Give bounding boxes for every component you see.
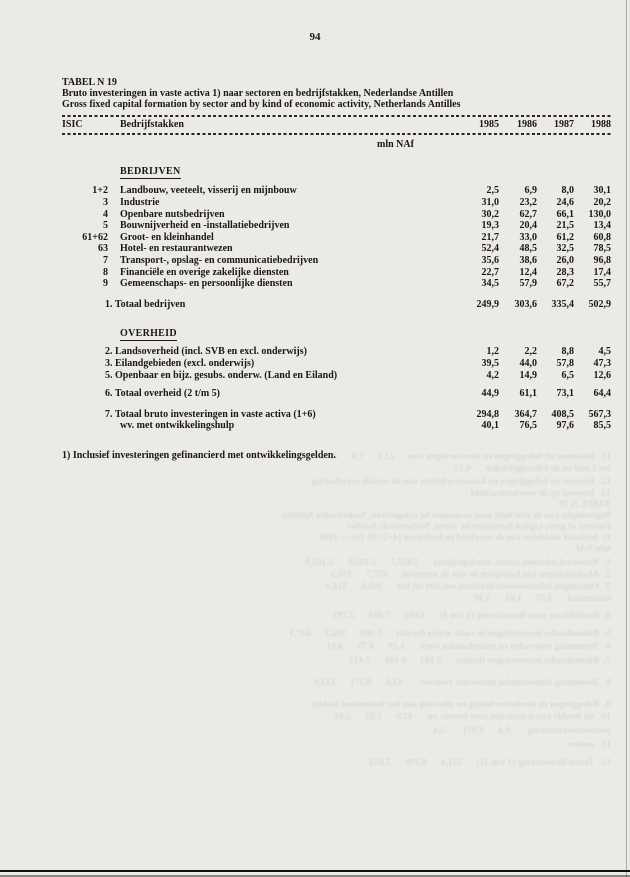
value-1987: 335,4 — [551, 298, 574, 310]
value-1986: 61,1 — [519, 388, 537, 400]
footnote: 1) Inclusief investeringen gefinancierd met ontwikkelingsgelden. — [62, 449, 336, 461]
table-row-grand-total — [62, 409, 611, 421]
bleedthrough-text: 11. Inkomen uit beleggingen en investeringen van 22,3 7,0 4,5 — [325, 452, 611, 462]
table-row — [62, 243, 611, 255]
value-1988: 12,6 — [593, 369, 611, 381]
page-number: 94 — [309, 31, 321, 43]
table-label: TABEL N 19 — [62, 77, 117, 88]
value-1986: 6,9 — [524, 185, 537, 197]
value-1988: 55,7 — [593, 278, 611, 290]
value-1987: 8,0 — [561, 185, 574, 197]
bleedthrough-text: 12. Totaal financiering (1 t/m 11) 531,4 8,290 7,853 — [369, 758, 611, 768]
value-1985: 40,1 — [481, 420, 499, 432]
bleedthrough-text: Finance of gross capital formation by sector, Netherlands Antilles — [346, 522, 611, 532]
value-1985: 35,6 — [481, 254, 499, 266]
label-cell: 6. Totaal overheid (2 t/m 5) — [105, 388, 220, 400]
column-header-isic: ISIC — [62, 119, 83, 131]
table-body-overheid — [62, 346, 611, 432]
value-1986: 14,9 — [519, 369, 537, 381]
isic-cell: 61+62 — [82, 231, 108, 243]
value-1985: 39,5 — [481, 357, 499, 369]
value-1988: 60,8 — [593, 231, 611, 243]
unit-label: mln NAf — [377, 139, 414, 151]
value-1985: 294,8 — [476, 408, 499, 420]
bleedthrough-text: TABEL N 18 — [558, 500, 611, 510]
table-row — [62, 209, 611, 221]
isic-cell — [62, 388, 108, 400]
value-1987: 97,6 — [556, 420, 574, 432]
value-1988: 47,3 — [593, 357, 611, 369]
value-1987: 57,8 — [556, 357, 574, 369]
bleedthrough-text: mln NAf — [575, 544, 611, 554]
label-cell: 3. Eilandgebieden (excl. onderwijs) — [105, 357, 255, 369]
value-1986: 44,0 — [519, 357, 537, 369]
value-1986: 23,2 — [519, 196, 537, 208]
bleedthrough-text: pensioenverzekering -9,4 0,971 -3,4 — [433, 726, 611, 736]
bleedthrough-text: 12. Interest op beleggingen en kasoverschotten van de sociale verzekering — [311, 477, 611, 487]
table-row — [62, 220, 611, 232]
value-1986: 303,6 — [514, 298, 537, 310]
table-row — [62, 346, 611, 358]
title-english: Gross fixed capital formation by sector and by kind of economic activity, Netherlands Antilles — [62, 98, 461, 110]
bleedthrough-text: 10. uit hoofde van transacties voor levens- en 42,9 1,85 2,03 — [334, 712, 611, 722]
section-heading-overheid: OVERHEID — [120, 328, 177, 340]
value-1986: 2,2 — [524, 346, 537, 358]
isic-cell — [62, 409, 108, 421]
label-cell: Financiële en overige zakelijke diensten — [120, 266, 289, 278]
value-1988: 13,4 — [593, 220, 611, 232]
value-1987: 61,2 — [556, 231, 574, 243]
table-row-total-bedrijven — [62, 299, 611, 311]
bleedthrough-text: 11. andere — [567, 740, 611, 750]
dashed-rule-bottom — [62, 133, 611, 135]
value-1988: 567,3 — [588, 408, 611, 420]
column-header-1987: 1987 — [554, 119, 574, 131]
table-row — [62, 370, 611, 382]
table-row — [62, 278, 611, 290]
column-header-1985: 1985 — [479, 119, 499, 131]
isic-cell — [62, 299, 108, 311]
value-1988: 17,4 — [593, 266, 611, 278]
bleedthrough-text: buitenland 3,57 1,65 3,38 — [474, 594, 611, 604]
table-row — [62, 255, 611, 267]
value-1988: 85,5 — [593, 420, 611, 432]
table-header-row — [62, 117, 611, 133]
table-row — [62, 267, 611, 279]
isic-cell — [62, 346, 108, 358]
label-cell: 1. Totaal bedrijven — [105, 298, 186, 310]
bleedthrough-text: 3. Ontvangen inkomensoverdrachten om niet uit het 393,0 314,4 — [326, 582, 611, 592]
value-1986: 20,4 — [519, 220, 537, 232]
isic-cell: 4 — [103, 208, 108, 220]
value-1986: 62,7 — [519, 208, 537, 220]
label-cell: Industrie — [120, 196, 160, 208]
value-1985: 34,5 — [481, 278, 499, 290]
value-1985: 4,2 — [486, 369, 499, 381]
bleedthrough-text: 2. Afschrijvingen van bedrijven en van de overheid 527,7 533,3 — [331, 570, 611, 580]
column-header-1986: 1986 — [517, 119, 537, 131]
isic-cell: 5 — [103, 220, 108, 232]
label-cell: Transport-, opslag- en communicatiebedrijven — [120, 254, 319, 266]
bleedthrough-text: 5. Binnenlandse investeringen in vaste activa (bruto) 7.306 594,3 647,3 — [289, 629, 611, 639]
value-1988: 64,4 — [593, 388, 611, 400]
scan-edge-right — [626, 0, 627, 877]
label-cell: Bouwnijverheid en -installatiebedrijven — [120, 220, 290, 232]
value-1986: 33,0 — [519, 231, 537, 243]
value-1987: 32,5 — [556, 243, 574, 255]
value-1988: 20,2 — [593, 196, 611, 208]
section-heading-bedrijven: BEDRIJVEN — [120, 166, 181, 178]
isic-cell: 3 — [103, 196, 108, 208]
value-1986: 57,9 — [519, 278, 537, 290]
isic-cell — [62, 420, 108, 432]
bleedthrough-text: 7. Binnenlandse investeringen (bruto) 5.193 6.180 7.415 — [349, 656, 611, 666]
label-cell: Groot- en kleinhandel — [120, 231, 214, 243]
label-cell: Openbare nutsbedrijven — [120, 208, 225, 220]
label-cell: Landbouw, veeteelt, visserij en mijnbouw — [120, 185, 297, 197]
table-row — [62, 185, 611, 197]
value-1985: 30,2 — [481, 208, 499, 220]
bleedthrough-text: het Land en de Eilandgebieden 0,12 — [454, 464, 611, 474]
label-cell: Hotel- en restaurantwezen — [120, 243, 233, 255]
value-1988: 4,5 — [598, 346, 611, 358]
value-1987: 73,1 — [556, 388, 574, 400]
column-header-1988: 1988 — [591, 119, 611, 131]
value-1988: 96,8 — [593, 254, 611, 266]
table-row — [62, 197, 611, 209]
label-cell: Gemeenschaps- en persoonlijke diensten — [120, 278, 293, 290]
bleedthrough-text: 1) Inclusief middelen van de overheid en bedrijven (4+5+10-16) — 1986 — [319, 533, 611, 543]
value-1986: 76,5 — [519, 420, 537, 432]
table-row-development-aid — [62, 420, 611, 432]
page-content — [62, 0, 611, 461]
value-1985: 31,0 — [481, 196, 499, 208]
isic-cell: 8 — [103, 266, 108, 278]
value-1985: 44,9 — [481, 388, 499, 400]
value-1988: 502,9 — [588, 298, 611, 310]
label-cell: 2. Landsoverheid (incl. SVB en excl. onderwijs) — [105, 346, 307, 358]
value-1987: 24,6 — [556, 196, 574, 208]
value-1987: 6,5 — [561, 369, 574, 381]
value-1985: 52,4 — [481, 243, 499, 255]
value-1985: 249,9 — [476, 298, 499, 310]
table-row — [62, 232, 611, 244]
value-1986: 364,7 — [514, 408, 537, 420]
value-1987: 408,5 — [551, 408, 574, 420]
bleedthrough-text: 13. Interest op de overheidsschuld — [470, 489, 611, 499]
value-1985: 21,7 — [481, 231, 499, 243]
value-1987: 66,1 — [556, 208, 574, 220]
isic-cell: 9 — [103, 278, 108, 290]
bleedthrough-text: 6. Toeneming voorraden en onderhanden werk 1,19 0,75 4,81 — [326, 642, 611, 652]
bleedthrough-text: 4. Beschikbaar voor financiering (1 t/m 3) 4.693 7.083 2.795 — [332, 611, 611, 621]
isic-cell: 63 — [98, 243, 108, 255]
label-cell: 5. Openbaar en bijz. gesubs. onderw. (Land en Eiland) — [105, 369, 338, 381]
value-1987: 26,0 — [556, 254, 574, 266]
bleedthrough-text: 1. Nationaal inkomen (netto, marktprijzen) 3.027,7 2.105,8 2.102,9 — [305, 558, 611, 568]
value-1986: 48,5 — [519, 243, 537, 255]
value-1987: 67,2 — [556, 278, 574, 290]
value-1985: 2,5 — [486, 185, 499, 197]
title-dutch: Bruto investeringen in vaste activa 1) naar sectoren en bedrijfstakken, Nederlandse Antillen — [62, 87, 454, 99]
bleedthrough-text: 8. Toeneming binnenlandse monetaire reserves -83,0 0,371 123,9 — [314, 678, 611, 688]
value-1988: 30,1 — [593, 185, 611, 197]
value-1985: 22,7 — [481, 266, 499, 278]
table-row-total-overheid — [62, 388, 611, 400]
value-1988: 78,5 — [593, 243, 611, 255]
table-row — [62, 358, 611, 370]
value-1986: 12,4 — [519, 266, 537, 278]
table-body-bedrijven — [62, 185, 611, 310]
isic-cell — [62, 370, 108, 382]
isic-cell — [62, 358, 108, 370]
scan-edge-bottom — [0, 870, 630, 872]
value-1986: 38,6 — [519, 254, 537, 266]
value-1985: 1,2 — [486, 346, 499, 358]
isic-cell: 1+2 — [92, 185, 108, 197]
isic-cell: 7 — [103, 254, 108, 266]
title-block — [62, 78, 611, 110]
value-1987: 21,5 — [556, 220, 574, 232]
value-1987: 28,3 — [556, 266, 574, 278]
value-1988: 130,0 — [588, 208, 611, 220]
label-cell: 7. Totaal bruto investeringen in vaste activa (1+6) — [105, 408, 316, 420]
value-1987: 8,8 — [561, 346, 574, 358]
label-cell: wv. met ontwikkelingshulp — [120, 420, 235, 432]
bleedthrough-text: Begrotingen van de overheid naar economische categorieën, Nederlandse Antillen — [281, 511, 611, 521]
bleedthrough-text: 9. Beleggingen en kredietverlening en aflossing aan het buitenland (saldo) — [311, 700, 611, 710]
column-header-branch: Bedrijfstakken — [120, 119, 184, 131]
value-1985: 19,3 — [481, 220, 499, 232]
